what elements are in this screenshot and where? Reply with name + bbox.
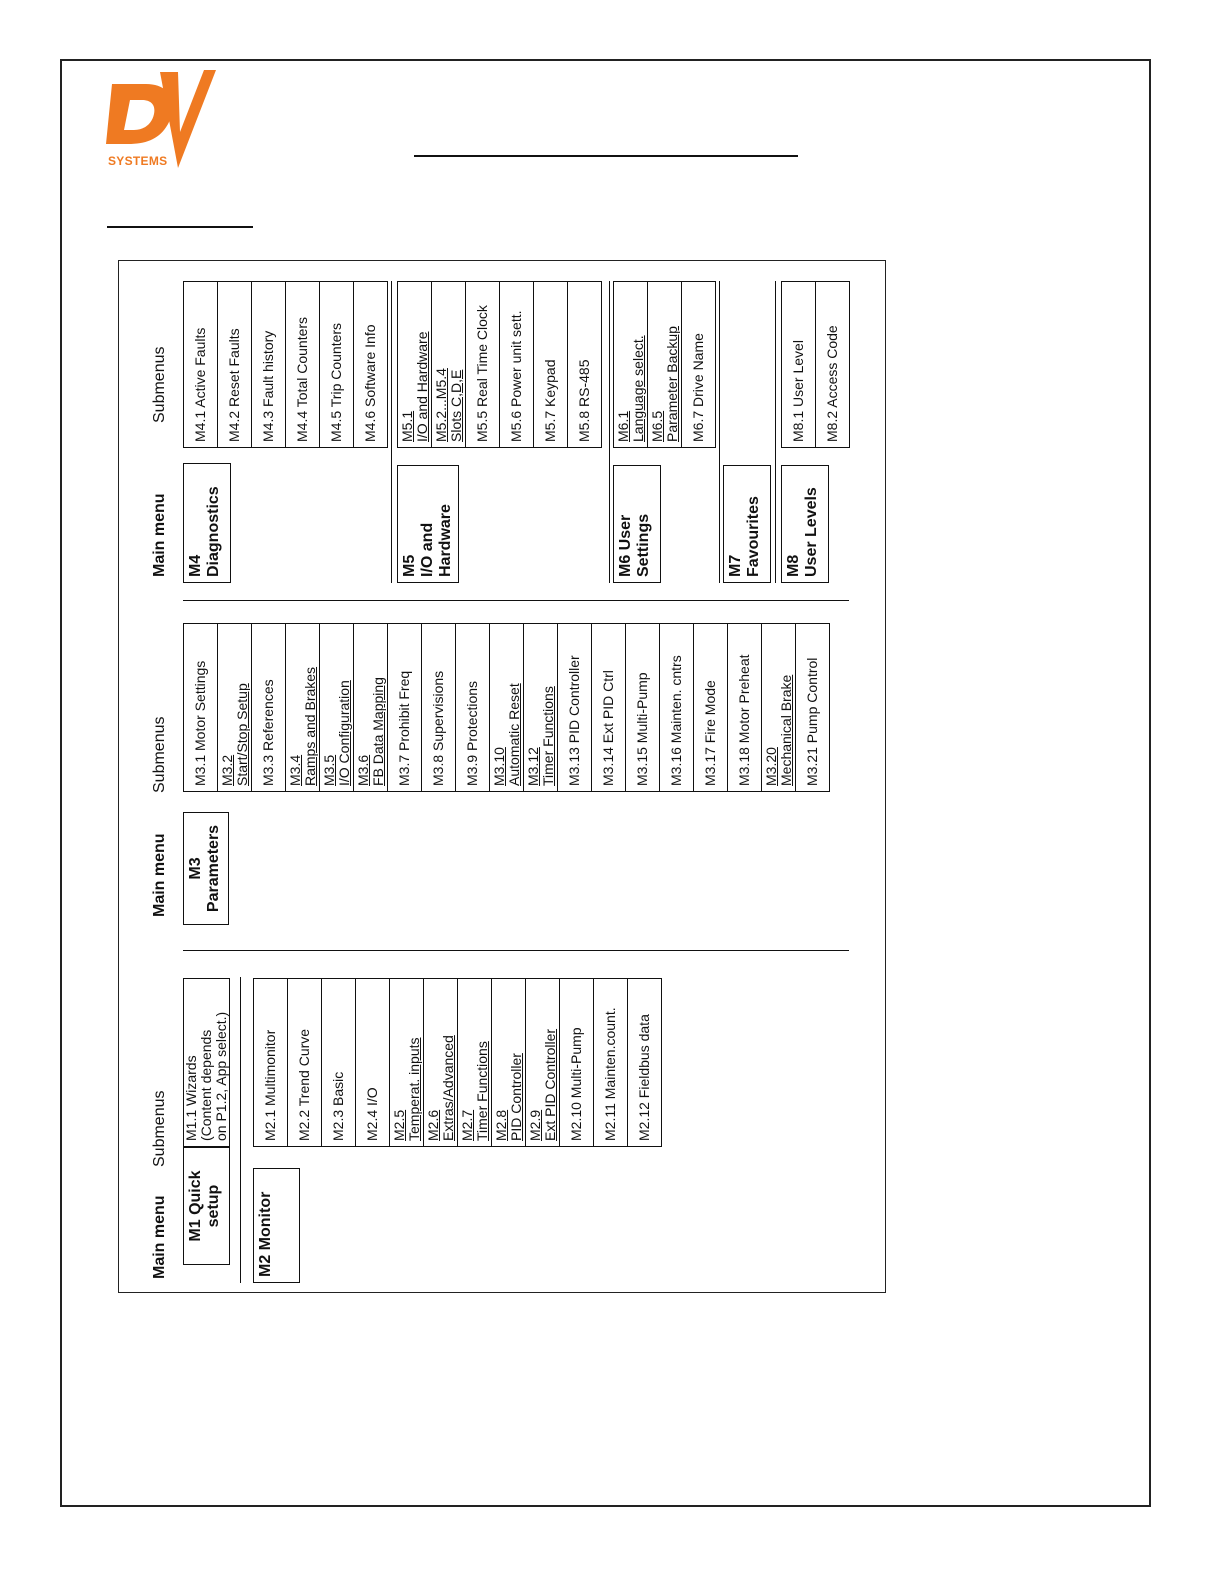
submenu-m3-4[interactable]: M3.4 Ramps and Brakes	[285, 623, 320, 792]
submenu-m5-2-m5-4[interactable]: M5.2...M5.4 Slots C,D,E	[431, 281, 466, 448]
submenu-m6-7[interactable]: M6.7 Drive Name	[681, 281, 716, 448]
submenu-m6-5[interactable]: M6.5 Parameter Backup	[647, 281, 682, 448]
submenu-m2-7[interactable]: M2.7 Timer Functions	[457, 978, 492, 1147]
submenu-m3-18[interactable]: M3.18 Motor Preheat	[727, 623, 762, 792]
submenu-m3-9[interactable]: M3.9 Protections	[455, 623, 490, 792]
submenus-header: Submenus	[151, 716, 168, 793]
submenu-m2-12[interactable]: M2.12 Fieldbus data	[627, 978, 662, 1147]
submenu-m5-1[interactable]: M5.1 I/O and Hardware	[397, 281, 432, 448]
submenu-m3-13[interactable]: M3.13 PID Controller	[557, 623, 592, 792]
submenu-m4-6[interactable]: M4.6 Software Info	[353, 281, 388, 448]
menu-m6-user-settings[interactable]: M6 User Settings	[613, 465, 661, 583]
group-divider-m7	[719, 281, 720, 583]
submenu-m3-14[interactable]: M3.14 Ext PID Ctrl	[591, 623, 626, 792]
submenu-m3-8[interactable]: M3.8 Supervisions	[421, 623, 456, 792]
main-menu-header: Main menu	[151, 493, 168, 577]
menu-m7-favourites[interactable]: M7 Favourites	[723, 465, 771, 583]
submenu-m2-4[interactable]: M2.4 I/O	[355, 978, 390, 1147]
menu-structure-diagram	[118, 260, 886, 1293]
submenu-m3-3[interactable]: M3.3 References	[251, 623, 286, 792]
group-divider-m5	[391, 281, 392, 583]
menu-m1-quick-setup[interactable]: M1 Quick setup	[183, 1147, 230, 1265]
menu-m2-monitor[interactable]: M2 Monitor	[253, 1168, 300, 1283]
submenu-m5-6[interactable]: M5.6 Power unit sett.	[499, 281, 534, 448]
submenu-m4-1[interactable]: M4.1 Active Faults	[183, 281, 218, 448]
main-menu-header: Main menu	[151, 1195, 168, 1279]
submenu-m4-5[interactable]: M4.5 Trip Counters	[319, 281, 354, 448]
group-divider-m6	[609, 281, 610, 583]
submenu-m2-9[interactable]: M2.9 Ext PID Controller	[525, 978, 560, 1147]
section-divider	[240, 977, 241, 1283]
submenus-header: Submenus	[151, 1090, 168, 1167]
submenu-m3-21[interactable]: M3.21 Pump Control	[795, 623, 830, 792]
submenu-m3-5[interactable]: M3.5 I/O Configuration	[319, 623, 354, 792]
submenu-m3-6[interactable]: M3.6 FB Data Mapping	[353, 623, 388, 792]
submenu-m3-1[interactable]: M3.1 Motor Settings	[183, 623, 218, 792]
submenu-m4-2[interactable]: M4.2 Reset Faults	[217, 281, 252, 448]
submenu-m3-7[interactable]: M3.7 Prohibit Freq	[387, 623, 422, 792]
section-separator-1	[183, 950, 849, 951]
title-rule	[414, 155, 798, 157]
submenu-m2-1[interactable]: M2.1 Multimonitor	[253, 978, 288, 1147]
main-menu-header: Main menu	[151, 833, 168, 917]
diagram-rotated-layer	[119, 261, 886, 1293]
submenu-m4-3[interactable]: M4.3 Fault history	[251, 281, 286, 448]
submenu-m3-12[interactable]: M3.12 Timer Functions	[523, 623, 558, 792]
menu-m4-diagnostics[interactable]: M4 Diagnostics	[183, 463, 231, 583]
menu-m8-user-levels[interactable]: M8 User Levels	[781, 465, 829, 583]
menu-m3-parameters[interactable]: M3 Parameters	[183, 812, 229, 925]
submenu-m3-10[interactable]: M3.10 Automatic Reset	[489, 623, 524, 792]
submenu-m2-5[interactable]: M2.5 Temperat. inputs	[389, 978, 424, 1147]
submenu-m1-1[interactable]: M1.1 Wizards (Content depends on P1.2, App select.)	[183, 978, 230, 1147]
submenu-m4-4[interactable]: M4.4 Total Counters	[285, 281, 320, 448]
submenu-m3-15[interactable]: M3.15 Multi-Pump	[625, 623, 660, 792]
submenu-m3-16[interactable]: M3.16 Mainten. cntrs	[659, 623, 694, 792]
submenu-m8-2[interactable]: M8.2 Access Code	[815, 281, 850, 448]
submenu-m2-3[interactable]: M2.3 Basic	[321, 978, 356, 1147]
submenus-header: Submenus	[151, 346, 168, 423]
submenu-m3-2[interactable]: M3.2 Start/Stop Setup	[217, 623, 252, 792]
subtitle-rule	[107, 226, 253, 228]
group-divider-m8	[775, 281, 776, 583]
submenu-m2-10[interactable]: M2.10 Multi-Pump	[559, 978, 594, 1147]
menu-m5-io-hardware[interactable]: M5 I/O and Hardware	[397, 465, 459, 583]
submenu-m5-5[interactable]: M5.5 Real Time Clock	[465, 281, 500, 448]
submenu-m5-7[interactable]: M5.7 Keypad	[533, 281, 568, 448]
submenu-m2-2[interactable]: M2.2 Trend Curve	[287, 978, 322, 1147]
logo-text: SYSTEMS	[108, 154, 168, 168]
section-separator-2	[183, 600, 849, 601]
submenu-m3-20[interactable]: M3.20 Mechanical Brake	[761, 623, 796, 792]
submenu-m6-1[interactable]: M6.1 Language select.	[613, 281, 648, 448]
submenu-m3-17[interactable]: M3.17 Fire Mode	[693, 623, 728, 792]
submenu-m2-11[interactable]: M2.11 Mainten.count.	[593, 978, 628, 1147]
submenu-m5-8[interactable]: M5.8 RS-485	[567, 281, 602, 448]
submenu-m2-8[interactable]: M2.8 PID Controller	[491, 978, 526, 1147]
submenu-m2-6[interactable]: M2.6 Extras/Advanced	[423, 978, 458, 1147]
submenu-m8-1[interactable]: M8.1 User Level	[781, 281, 816, 448]
